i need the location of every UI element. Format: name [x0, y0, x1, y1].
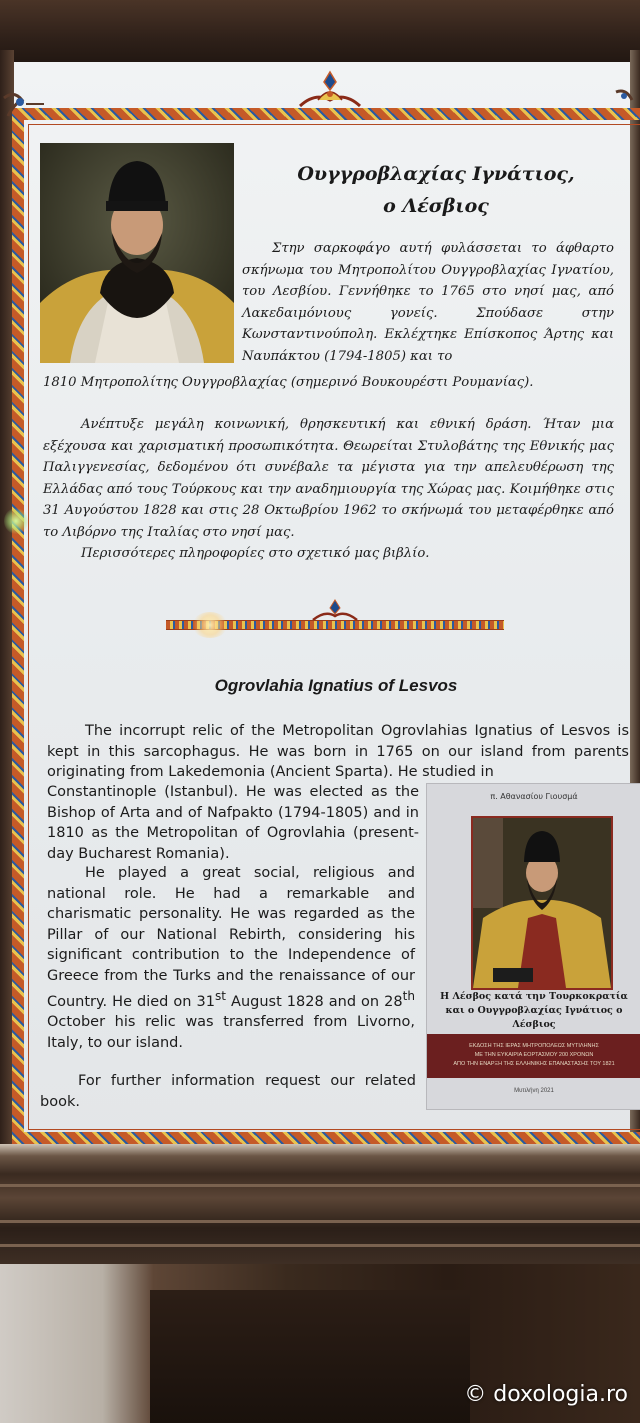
greek-paragraph-1 — [242, 238, 614, 367]
superscript-st: st — [214, 989, 226, 1003]
light-reflection — [4, 508, 28, 534]
frame-ridge — [0, 1184, 640, 1187]
greek-paragraph-3-text: Ανέπτυξε μεγάλη κοινωνική, θρησκευτική και εθνική δράση. Ήταν μια εξέχουσα και χαρισματική προσωπικότητα. Θεωρείται Στυλοβάτης της Εθνικής μας Παλιγγενεσίας, δεδομένου ότι συνέβαλε τα μέγιστα για την απελευθέρωση της Ελλάδας από τους Τούρκους και την αναδημιουργία της Χώρας μας. Κοιμήθηκε στις 31 Αυγούστου 1828 και στις 28 Οκτωβρίου 1962 το σκήνωμά του μεταφέρθηκε από το Λιβόρνο της Ιταλίας στο νησί μας. — [43, 417, 614, 540]
english-paragraph-3 — [40, 1071, 416, 1112]
greek-paragraph-4 — [43, 543, 614, 565]
greek-paragraph-2: 1810 Μητροπολίτης Ουγγροβλαχίας (σημερινό Βουκουρέστι Ρουμανίας). — [43, 375, 534, 390]
english-paragraph-1 — [47, 721, 629, 783]
book-title-line1: Η Λέσβος κατά την Τουρκοκρατία — [440, 991, 628, 1002]
greek-paragraph-1-text: Στην σαρκοφάγο αυτή φυλάσσεται το άφθαρτο σκήνωμα του Μητροπολίτου Ουγγροβλαχίας Ιγνατίου, του Λεσβίου. Γεννήθηκε το 1765 στο νησί μας, από Λακεδαιμόνιους γονείς. Σπούδασε στην Κωνσταντινούπολη. Εκλέχτηκε Επίσκοπος Άρτης και Ναυπάκτου (1794-1805) και το — [242, 241, 614, 364]
greek-paragraph-4-text: Περισσότερες πληροφορίες στο σχετικό μας βιβλίο. — [81, 546, 430, 561]
english-paragraph-2-text-a: He played a great social, religious and national role. He had a remarkable and charismatic personality. He was regarded as the Pillar of our National Rebirth, considering his significant contribution to the Independence of Greece from the Turks and the renaissance of our Country. He died on 31 — [47, 865, 415, 1010]
book-title — [431, 990, 637, 1032]
book-portrait-image — [473, 818, 611, 988]
english-paragraph-3-text: For further information request our related book. — [40, 1073, 416, 1110]
english-paragraph-1-continued: Constantinople (Istanbul). He was elected as the Bishop of Arta and of Nafpakto (1794-1805) and in 1810 as the Metropolitan of Ogrovlahia (present-day Bucharest Romania). — [47, 784, 419, 862]
english-paragraph-2 — [47, 863, 415, 1053]
sarcophagus-shadow — [150, 1290, 470, 1423]
bishop-portrait-image — [40, 143, 234, 363]
english-paragraph-2-text-b: August 1828 and on 28 — [226, 993, 403, 1010]
book-title-line2: και ο Ουγγροβλαχίας Ιγνάτιος ο Λέσβιος — [445, 1005, 623, 1030]
greek-paragraph-3 — [43, 414, 614, 543]
watermark: © doxologia.ro — [464, 1382, 628, 1407]
english-paragraph-1-text: The incorrupt relic of the Metropolitan Ogrovlahias Ignatius of Lesvos is kept in this sarcophagus. He was born in 1765 on our island from parents originating from Lakedemonia (Ancient Sparta). He studied in — [47, 723, 629, 780]
greek-title-line1: Ουγγροβλαχίας Ιγνάτιος, — [297, 163, 575, 185]
corner-ornament-icon — [612, 86, 640, 114]
book-city-year: Μυτιλήνη 2021 — [514, 1088, 554, 1094]
book-cover-portrait — [471, 816, 613, 990]
greek-title-line2: ο Λέσβιος — [383, 195, 489, 217]
book-publisher-band — [427, 1034, 640, 1078]
book-publisher-text — [431, 1042, 637, 1069]
english-paragraph-2-text-c: October his relic was transferred from Livorno, Italy, to our island. — [47, 1014, 415, 1051]
corner-ornament-icon — [0, 86, 48, 134]
greek-title — [240, 158, 632, 222]
portrait-painting — [40, 143, 234, 363]
superscript-th: th — [402, 989, 415, 1003]
book-cover — [426, 783, 640, 1110]
light-reflection — [192, 612, 228, 638]
frame-top — [0, 0, 640, 66]
crown-ornament-icon — [290, 70, 370, 110]
english-title: Ogrovlahia Ignatius of Lesvos — [214, 676, 458, 695]
book-band-line3: ΑΠΟ ΤΗΝ ΕΝΑΡΞΗ ΤΗΣ ΕΛΛΗΝΙΚΗΣ ΕΠΑΝΑΣΤΑΣΗΣ ΤΟΥ 1821 — [453, 1061, 615, 1067]
book-band-line2: ΜΕ ΤΗΝ ΕΥΚΑΙΡΙΑ ΕΟΡΤΑΣΜΟΥ 200 ΧΡΟΝΩΝ — [474, 1052, 594, 1058]
divider-ornament-icon — [305, 598, 365, 622]
book-band-line1: ΕΚΔΟΣΗ ΤΗΣ ΙΕΡΑΣ ΜΗΤΡΟΠΟΛΕΩΣ ΜΥΤΙΛΗΝΗΣ — [469, 1043, 599, 1049]
frame-bottom — [0, 1144, 640, 1264]
frame-ridge — [0, 1244, 640, 1247]
frame-ridge — [0, 1220, 640, 1223]
book-author: π. Αθανασίου Γιουσμά — [490, 792, 578, 801]
